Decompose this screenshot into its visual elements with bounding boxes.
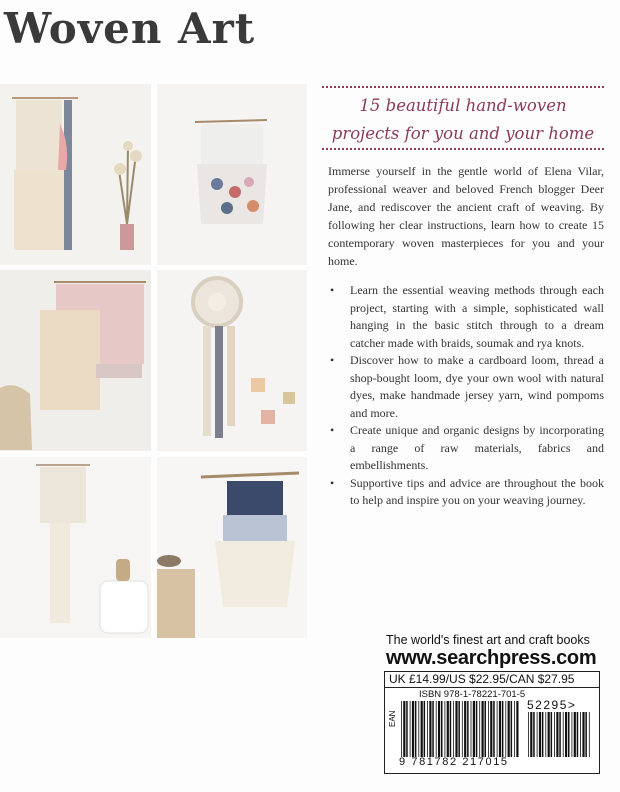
barcode-bar	[424, 701, 426, 757]
barcode-bar	[410, 701, 411, 757]
barcode-bar	[401, 701, 402, 757]
barcode-bar	[471, 701, 472, 757]
barcode-bar	[502, 701, 504, 757]
photo-wall-hanging-pink-rolls	[0, 270, 151, 451]
barcode-bar	[462, 701, 463, 757]
barcode-block	[384, 671, 600, 774]
barcode-bar	[533, 712, 535, 757]
barcode-bar	[511, 701, 512, 757]
barcode-bar	[476, 701, 478, 757]
barcode-bar	[548, 712, 550, 757]
barcode-bar	[565, 712, 567, 757]
barcode-bar	[441, 701, 443, 757]
top-dotted-rule	[322, 86, 604, 88]
barcode-bar	[572, 712, 573, 757]
ean-digits: 9 781782 217015	[399, 756, 509, 768]
photo-dream-catcher	[157, 270, 307, 451]
barcode-bar	[574, 712, 576, 757]
barcode-bar	[530, 712, 532, 757]
price-divider	[385, 687, 599, 688]
barcode-bar	[464, 701, 466, 757]
barcode-bar	[403, 701, 405, 757]
photo-navy-fringe-hanging	[157, 457, 307, 638]
barcode-bar	[554, 712, 555, 757]
barcode-bar	[453, 701, 454, 757]
price-label: UK £14.99/US $22.95/CAN $27.95	[389, 672, 575, 686]
barcode-bar	[455, 701, 457, 757]
barcode-bar	[490, 701, 492, 757]
barcode-bar	[537, 712, 538, 757]
photo-wall-hanging-pink-tassel	[0, 84, 151, 265]
barcode-bar	[473, 701, 475, 757]
barcode-bar	[528, 712, 529, 757]
feature-item: • Supportive tips and advice are throughout the book to help and inspire you on your weaving journey.	[328, 475, 604, 510]
barcode-bar	[551, 712, 553, 757]
photo-white-macrame	[0, 457, 151, 638]
barcode-bar	[497, 701, 498, 757]
barcode-bar	[479, 701, 480, 757]
barcode-bar	[516, 701, 518, 757]
barcode-bar	[418, 701, 419, 757]
barcode-bar	[577, 712, 579, 757]
barcode-bar	[488, 701, 489, 757]
barcode-bar	[542, 712, 544, 757]
barcode-bar	[539, 712, 541, 757]
barcode-bar	[482, 701, 484, 757]
barcode-bar	[436, 701, 437, 757]
barcode-bar	[559, 712, 561, 757]
barcode-bar	[580, 712, 581, 757]
bottom-dotted-rule	[322, 148, 604, 150]
isbn-label: ISBN 978-1-78221-701-5	[419, 689, 526, 700]
barcode-bar	[445, 701, 446, 757]
feature-list	[328, 282, 604, 510]
feature-item: • Create unique and organic designs by incorporating a range of raw materials, fabrics and embellishments.	[328, 422, 604, 475]
barcode-bar	[589, 712, 590, 757]
publisher-url[interactable]: www.searchpress.com	[386, 647, 597, 669]
barcode-bar	[568, 712, 570, 757]
barcode-bar	[485, 701, 487, 757]
barcode-bar	[412, 701, 414, 757]
barcode-bar	[493, 701, 495, 757]
barcode-bar	[582, 712, 584, 757]
tagline-line-1: 15 beautiful hand-woven	[359, 96, 567, 115]
addon-number: 52295>	[527, 698, 577, 712]
photo-wall-hanging-colorful	[157, 84, 307, 265]
tagline-line-2: projects for you and your home	[331, 124, 595, 143]
barcode-bar	[508, 701, 510, 757]
barcode-bar	[447, 701, 449, 757]
publisher-tagline: The world's finest art and craft books	[386, 633, 590, 647]
barcode-bar	[458, 701, 460, 757]
barcode-bar	[427, 701, 428, 757]
feature-item: • Discover how to make a cardboard loom, thread a shop-bought loom, dye your own wool with natural dyes, make handmade jersey yarn, wind pompoms and more.	[328, 352, 604, 422]
barcode-bar	[556, 712, 558, 757]
barcode-bar	[585, 712, 587, 757]
barcode-bar	[545, 712, 546, 757]
ean-barcode	[401, 701, 519, 757]
barcode-bar	[514, 701, 515, 757]
barcode-bar	[438, 701, 440, 757]
barcode-bar	[499, 701, 501, 757]
barcode-bar	[421, 701, 423, 757]
barcode-bar	[563, 712, 564, 757]
barcode-bar	[432, 701, 434, 757]
intro-paragraph: Immerse yourself in the gentle world of Elena Vilar, professional weaver and beloved French blogger Deer Jane, and rediscover the ancient craft of weaving. By following her clear instructions, learn how to create 15 contemporary woven masterpieces for you and your home.	[328, 164, 604, 268]
book-title: Woven Art	[4, 4, 256, 53]
addon-barcode	[528, 712, 590, 757]
feature-item: • Learn the essential weaving methods through each project, starting with a simple, sophisticated wall hanging in the basic stitch through to a dream catcher made with braids, soumak and rya knots.	[328, 282, 604, 352]
tagline	[322, 92, 604, 148]
barcode-bar	[429, 701, 431, 757]
barcode-bar	[505, 701, 506, 757]
barcode-bar	[450, 701, 452, 757]
barcode-bar	[415, 701, 417, 757]
barcode-bar	[467, 701, 469, 757]
barcode-bar	[406, 701, 408, 757]
ean-label: EAN	[388, 710, 397, 727]
